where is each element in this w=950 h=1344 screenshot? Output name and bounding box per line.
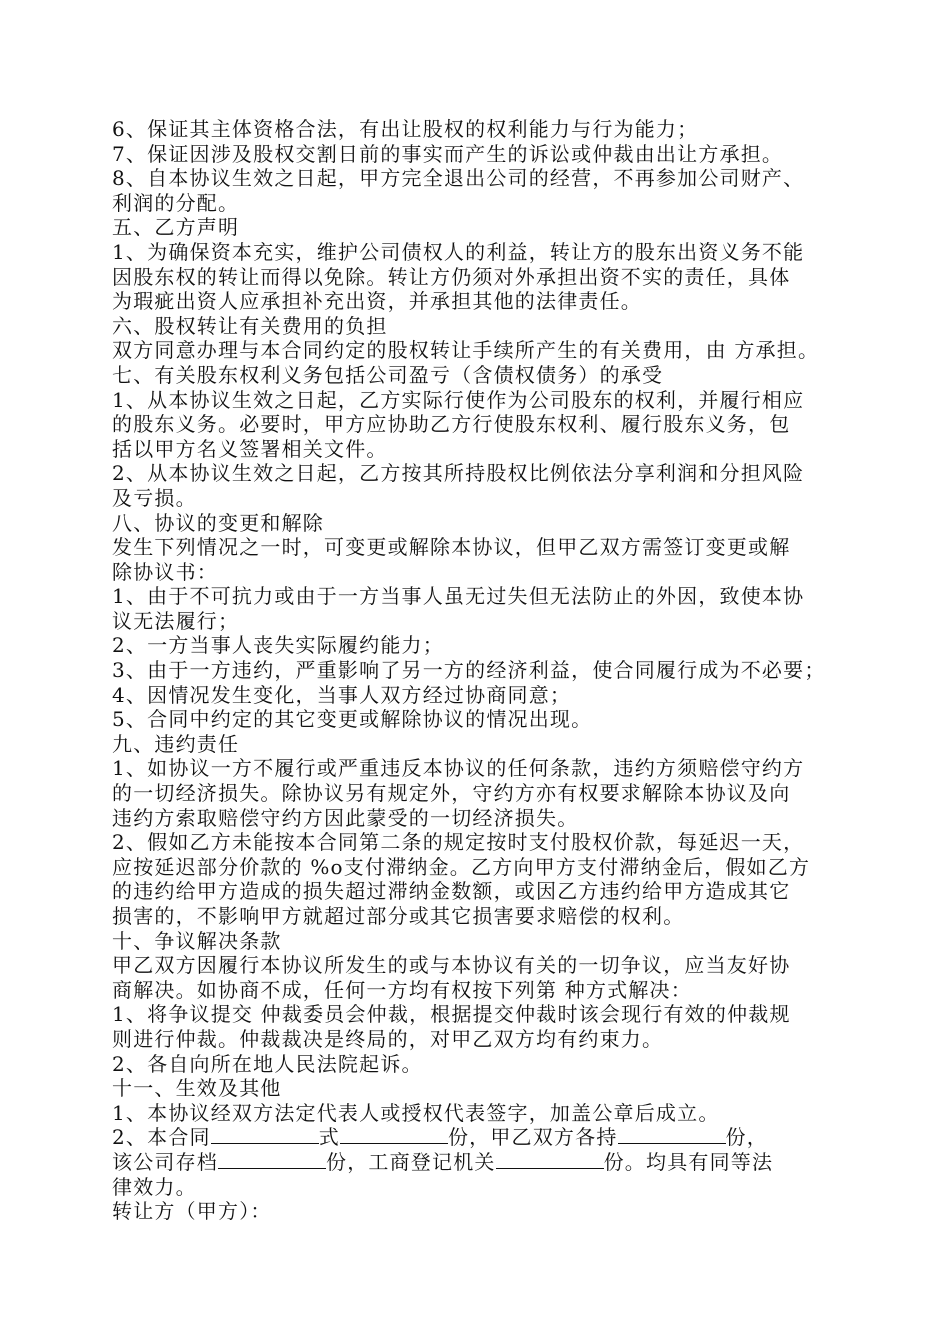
blank-underline	[340, 1125, 448, 1144]
text-line: 1、如协议一方不履行或严重违反本协议的任何条款，违约方须赔偿守约方	[112, 756, 805, 781]
section-heading: 十一、生效及其他	[112, 1076, 282, 1101]
blank-underline	[618, 1125, 726, 1144]
text-line: 1、将争议提交 仲裁委员会仲裁，根据提交仲裁时该会现行有效的仲裁规	[112, 1002, 791, 1027]
copies-text-3: 份，甲乙双方各持	[447, 1125, 618, 1150]
text-line: 议无法履行；	[112, 608, 240, 633]
text-line: 及亏损。	[112, 485, 197, 510]
section-heading: 五、乙方声明	[112, 215, 240, 240]
text-line: 1、为确保资本充实，维护公司债权人的利益，转让方的股东出资义务不能	[112, 239, 805, 264]
filing-text-1: 该公司存档	[112, 1149, 218, 1174]
filing-text-3: 份。均具有同等法	[603, 1149, 774, 1174]
text-line: 因股东权的转让而得以免除。转让方仍须对外承担出资不实的责任，具体	[112, 264, 791, 289]
text-line: 的股东义务。必要时，甲方应协助乙方行使股东权利、履行股东义务，包	[112, 412, 791, 437]
text-line: 3、由于一方违约，严重影响了另一方的经济利益，使合同履行成为不必要；	[112, 658, 826, 683]
text-line: 商解决。如协商不成，任何一方均有权按下列第 种方式解决：	[112, 977, 692, 1002]
section-heading: 六、股权转让有关费用的负担	[112, 313, 388, 338]
copies-text-1: 2、本合同	[112, 1125, 211, 1150]
text-line: 2、各自向所在地人民法院起诉。	[112, 1051, 423, 1076]
contract-page	[112, 117, 846, 1224]
text-line: 4、因情况发生变化，当事人双方经过协商同意；	[112, 682, 572, 707]
text-line: 1、本协议经双方法定代表人或授权代表签字，加盖公章后成立。	[112, 1100, 720, 1125]
text-line: 8、自本协议生效之日起，甲方完全退出公司的经营，不再参加公司财产、	[112, 166, 805, 191]
text-line: 甲乙双方因履行本协议所发生的或与本协议有关的一切争议，应当友好协	[112, 953, 791, 978]
text-line: 1、从本协议生效之日起，乙方实际行使作为公司股东的权利，并履行相应	[112, 387, 805, 412]
text-line: 应按延迟部分价款的 %o支付滞纳金。乙方向甲方支付滞纳金后，假如乙方	[112, 854, 811, 879]
section-heading: 八、协议的变更和解除	[112, 510, 324, 535]
text-line: 2、一方当事人丧失实际履约能力；	[112, 633, 444, 658]
blank-underline	[496, 1150, 604, 1169]
text-line: 5、合同中约定的其它变更或解除协议的情况出现。	[112, 707, 593, 732]
text-line: 违约方索取赔偿守约方因此蒙受的一切经济损失。	[112, 805, 579, 830]
section-heading: 九、违约责任	[112, 731, 240, 756]
blank-underline	[211, 1125, 319, 1144]
text-line: 双方同意办理与本合同约定的股权转让手续所产生的有关费用，由 方承担。	[112, 338, 820, 363]
text-line: 括以甲方名义签署相关文件。	[112, 436, 388, 461]
text-line: 的违约给甲方造成的损失超过滞纳金数额，或因乙方违约给甲方造成其它	[112, 879, 791, 904]
copies-line	[112, 1125, 846, 1150]
section-heading: 十、争议解决条款	[112, 928, 282, 953]
text-line: 则进行仲裁。仲裁裁决是终局的，对甲乙双方均有约束力。	[112, 1026, 664, 1051]
text-line: 2、假如乙方未能按本合同第二条的规定按时支付股权价款，每延迟一天，	[112, 830, 805, 855]
section-heading: 七、有关股东权利义务包括公司盈亏（含债权债务）的承受	[112, 362, 664, 387]
blank-underline	[218, 1150, 326, 1169]
text-line: 除协议书：	[112, 559, 218, 584]
text-line: 2、从本协议生效之日起，乙方按其所持股权比例依法分享利润和分担风险	[112, 461, 805, 486]
signature-label: 转让方（甲方）：	[112, 1199, 272, 1224]
text-line: 1、由于不可抗力或由于一方当事人虽无过失但无法防止的外因，致使本协	[112, 584, 805, 609]
text-line: 利润的分配。	[112, 190, 240, 215]
text-line: 律效力。	[112, 1174, 197, 1199]
filing-line	[112, 1150, 846, 1175]
copies-text-4: 份，	[725, 1125, 768, 1150]
text-line: 6、保证其主体资格合法，有出让股权的权利能力与行为能力；	[112, 117, 699, 141]
text-line: 发生下列情况之一时，可变更或解除本协议，但甲乙双方需签订变更或解	[112, 535, 791, 560]
copies-text-2: 式	[318, 1125, 340, 1150]
text-line: 为瑕疵出资人应承担补充出资，并承担其他的法律责任。	[112, 289, 642, 314]
text-line: 7、保证因涉及股权交割日前的事实而产生的诉讼或仲裁由出让方承担。	[112, 141, 784, 166]
text-line: 损害的，不影响甲方就超过部分或其它损害要求赔偿的权利。	[112, 904, 685, 928]
text-line: 的一切经济损失。除协议另有规定外，守约方亦有权要求解除本协议及向	[112, 781, 791, 806]
filing-text-2: 份，工商登记机关	[326, 1149, 496, 1174]
